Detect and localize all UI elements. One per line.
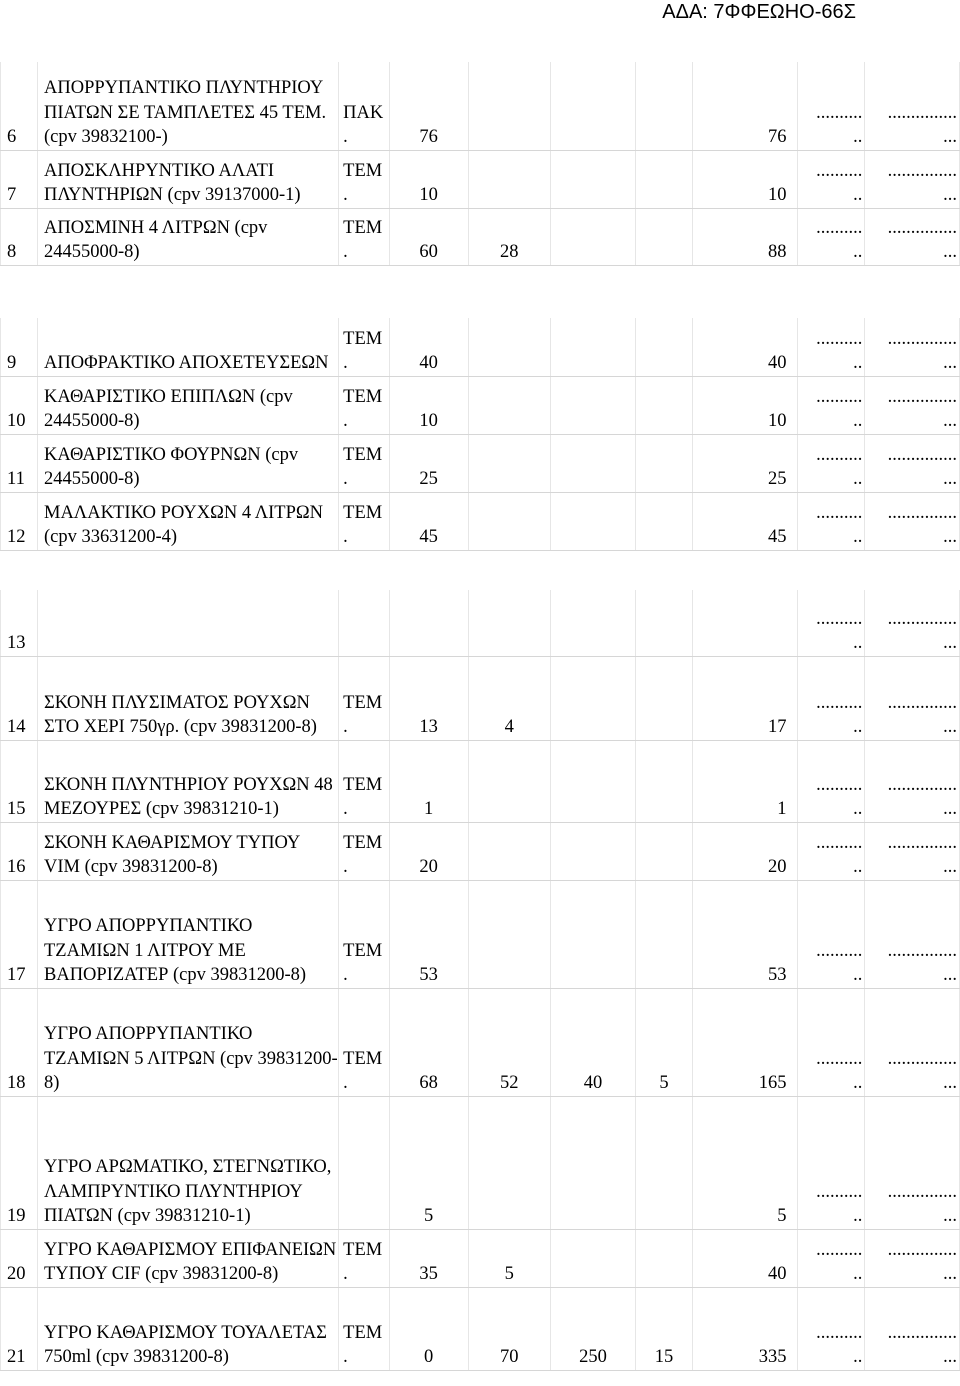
dots-line: ...............: [887, 1322, 957, 1343]
qty-1: 53: [389, 880, 468, 988]
item-description: ΣΚΟΝΗ ΚΑΘΑΡΙΣΜΟΥ ΤΥΠΟΥ VIM (cpv 39831200-8): [38, 822, 339, 880]
dots-line: ..........: [816, 502, 863, 523]
value-placeholder: [865, 1287, 960, 1370]
items-table-1: [0, 62, 960, 266]
item-number: 19: [1, 1096, 38, 1229]
qty-3: [550, 62, 635, 150]
qty-1: 76: [389, 62, 468, 150]
qty-1: 20: [389, 822, 468, 880]
item-number: 12: [1, 492, 38, 550]
qty-total: 165: [692, 988, 797, 1096]
table-row: [1, 656, 960, 740]
qty-3: [550, 822, 635, 880]
unit-price-placeholder: [797, 880, 865, 988]
dots-line: ..: [853, 527, 863, 547]
item-description: ΜΑΛΑΚΤΙΚΟ ΡΟΥΧΩΝ 4 ΛΙΤΡΩΝ (cpv 33631200-4): [38, 492, 339, 550]
value-placeholder: [865, 62, 960, 150]
item-number: 15: [1, 740, 38, 822]
item-unit: [339, 822, 389, 880]
value-placeholder: [865, 492, 960, 550]
dots-line: ...: [943, 527, 957, 547]
dots-line: ...: [943, 242, 957, 262]
unit-label: ΤΕΜ: [343, 328, 383, 349]
item-number: 20: [1, 1229, 38, 1287]
unit-price-placeholder: [797, 1096, 865, 1229]
item-unit: [339, 1096, 389, 1229]
item-description: ΥΓΡΟ ΑΡΩΜΑΤΙΚΟ, ΣΤΕΓΝΩΤΙΚΟ, ΛΑΜΠΡΥΝΤΙΚΟ ΠΛΥΝΤΗΡΙΟΥ ΠΙΑΤΩΝ (cpv 39831210-1): [38, 1096, 339, 1229]
qty-2: [468, 434, 550, 492]
unit-label: ΤΕΜ: [343, 1239, 383, 1260]
qty-2: 28: [468, 208, 550, 265]
table-row: [1, 376, 960, 434]
dots-line: ...: [943, 1347, 957, 1367]
qty-3: [550, 880, 635, 988]
dots-line: ..........: [816, 328, 863, 349]
unit-label: ΤΕΜ: [343, 940, 383, 961]
qty-4: [636, 492, 693, 550]
unit-price-placeholder: [797, 1287, 865, 1370]
qty-4: [636, 880, 693, 988]
qty-4: [636, 1229, 693, 1287]
dots-line: ..........: [816, 608, 863, 629]
qty-total: 10: [692, 150, 797, 208]
unit-price-placeholder: [797, 150, 865, 208]
item-number: 9: [1, 318, 38, 376]
qty-4: 5: [636, 988, 693, 1096]
item-description: ΚΑΘΑΡΙΣΤΙΚΟ ΕΠΙΠΛΩΝ (cpv 24455000-8): [38, 376, 339, 434]
unit-price-placeholder: [797, 590, 865, 656]
qty-2: [468, 740, 550, 822]
unit-suffix: .: [343, 857, 348, 877]
qty-3: [550, 434, 635, 492]
item-number: 14: [1, 656, 38, 740]
unit-label: ΤΕΜ: [343, 444, 383, 465]
dots-line: ..: [853, 799, 863, 819]
qty-1: 10: [389, 376, 468, 434]
qty-4: [636, 318, 693, 376]
qty-total: 88: [692, 208, 797, 265]
unit-suffix: .: [343, 353, 348, 373]
qty-2: 52: [468, 988, 550, 1096]
qty-2: [468, 1096, 550, 1229]
dots-line: ...: [943, 1264, 957, 1284]
unit-suffix: .: [343, 1347, 348, 1367]
qty-total: 335: [692, 1287, 797, 1370]
unit-suffix: .: [343, 242, 348, 262]
item-number: 21: [1, 1287, 38, 1370]
item-description: ΣΚΟΝΗ ΠΛΥΣΙΜΑΤΟΣ ΡΟΥΧΩΝ ΣΤΟ ΧΕΡΙ 750γρ. (cpv 39831200-8): [38, 656, 339, 740]
value-placeholder: [865, 208, 960, 265]
dots-line: ..........: [816, 217, 863, 238]
item-description: ΣΚΟΝΗ ΠΛΥΝΤΗΡΙΟΥ ΡΟΥΧΩΝ 48 ΜΕΖΟΥΡΕΣ (cpv 39831210-1): [38, 740, 339, 822]
item-number: 7: [1, 150, 38, 208]
item-unit: [339, 150, 389, 208]
dots-line: ..........: [816, 444, 863, 465]
unit-price-placeholder: [797, 656, 865, 740]
dots-line: ...............: [887, 1048, 957, 1069]
table-row: [1, 1096, 960, 1229]
qty-2: 5: [468, 1229, 550, 1287]
qty-4: [636, 208, 693, 265]
dots-line: ...: [943, 411, 957, 431]
dots-line: ..: [853, 1264, 863, 1284]
qty-2: [468, 590, 550, 656]
item-description: ΑΠΟΣΜΙΝΗ 4 ΛΙΤΡΩΝ (cpv 24455000-8): [38, 208, 339, 265]
table-row: [1, 590, 960, 656]
value-placeholder: [865, 590, 960, 656]
item-description: ΥΓΡΟ ΚΑΘΑΡΙΣΜΟΥ ΤΟΥΑΛΕΤΑΣ 750ml (cpv 39831200-8): [38, 1287, 339, 1370]
unit-suffix: .: [343, 527, 348, 547]
item-description: ΥΓΡΟ ΑΠΟΡΡΥΠΑΝΤΙΚΟ ΤΖΑΜΙΩΝ 1 ΛΙΤΡΟΥ ΜΕ ΒΑΠΟΡΙΖΑΤΕΡ (cpv 39831200-8): [38, 880, 339, 988]
table-row: [1, 318, 960, 376]
dots-line: ..........: [816, 1181, 863, 1202]
dots-line: ...: [943, 1073, 957, 1093]
unit-price-placeholder: [797, 376, 865, 434]
value-placeholder: [865, 988, 960, 1096]
table-row: [1, 434, 960, 492]
dots-line: ..: [853, 857, 863, 877]
dots-line: ...............: [887, 328, 957, 349]
dots-line: ..........: [816, 1048, 863, 1069]
qty-1: 40: [389, 318, 468, 376]
unit-price-placeholder: [797, 62, 865, 150]
qty-3: 250: [550, 1287, 635, 1370]
dots-line: ...............: [887, 1181, 957, 1202]
qty-1: 60: [389, 208, 468, 265]
table-row: [1, 208, 960, 265]
item-number: 11: [1, 434, 38, 492]
dots-line: ...............: [887, 386, 957, 407]
value-placeholder: [865, 1096, 960, 1229]
item-unit: [339, 988, 389, 1096]
dots-line: ...............: [887, 692, 957, 713]
dots-line: ...............: [887, 774, 957, 795]
dots-line: ...: [943, 799, 957, 819]
qty-4: [636, 1096, 693, 1229]
item-unit: [339, 62, 389, 150]
item-description: ΚΑΘΑΡΙΣΤΙΚΟ ΦΟΥΡΝΩΝ (cpv 24455000-8): [38, 434, 339, 492]
qty-2: [468, 376, 550, 434]
table-row: [1, 1287, 960, 1370]
qty-2: [468, 318, 550, 376]
qty-4: [636, 434, 693, 492]
items-table-2: [0, 318, 960, 551]
value-placeholder: [865, 150, 960, 208]
table-row: [1, 62, 960, 150]
dots-line: ..: [853, 242, 863, 262]
qty-3: [550, 740, 635, 822]
qty-3: [550, 590, 635, 656]
qty-4: 15: [636, 1287, 693, 1370]
qty-1: [389, 590, 468, 656]
dots-line: ..: [853, 127, 863, 147]
qty-4: [636, 376, 693, 434]
unit-price-placeholder: [797, 434, 865, 492]
qty-total: 53: [692, 880, 797, 988]
item-number: 6: [1, 62, 38, 150]
value-placeholder: [865, 740, 960, 822]
item-unit: [339, 434, 389, 492]
qty-3: 40: [550, 988, 635, 1096]
dots-line: ..........: [816, 160, 863, 181]
item-description: ΥΓΡΟ ΑΠΟΡΡΥΠΑΝΤΙΚΟ ΤΖΑΜΙΩΝ 5 ΛΙΤΡΩΝ (cpv 39831200-8): [38, 988, 339, 1096]
dots-line: ...............: [887, 160, 957, 181]
item-description: ΥΓΡΟ ΚΑΘΑΡΙΣΜΟΥ ΕΠΙΦΑΝΕΙΩΝ ΤΥΠΟΥ CIF (cpv 39831200-8): [38, 1229, 339, 1287]
value-placeholder: [865, 1229, 960, 1287]
qty-3: [550, 150, 635, 208]
table-row: [1, 1229, 960, 1287]
dots-line: ..........: [816, 1322, 863, 1343]
item-number: 16: [1, 822, 38, 880]
qty-3: [550, 318, 635, 376]
item-description: [38, 590, 339, 656]
dots-line: ..: [853, 1347, 863, 1367]
qty-2: [468, 492, 550, 550]
qty-total: 20: [692, 822, 797, 880]
qty-1: 10: [389, 150, 468, 208]
qty-3: [550, 1229, 635, 1287]
dots-line: ..: [853, 633, 863, 653]
unit-suffix: .: [343, 965, 348, 985]
dots-line: ..........: [816, 774, 863, 795]
table-row: [1, 822, 960, 880]
qty-1: 1: [389, 740, 468, 822]
dots-line: ...: [943, 717, 957, 737]
qty-total: 45: [692, 492, 797, 550]
item-number: 18: [1, 988, 38, 1096]
qty-2: [468, 880, 550, 988]
unit-suffix: .: [343, 1264, 348, 1284]
item-unit: [339, 1287, 389, 1370]
item-unit: [339, 1229, 389, 1287]
qty-total: 76: [692, 62, 797, 150]
dots-line: ...............: [887, 502, 957, 523]
item-unit: [339, 318, 389, 376]
unit-suffix: .: [343, 127, 348, 147]
item-description: ΑΠΟΣΚΛΗΡΥΝΤΙΚΟ ΑΛΑΤΙ ΠΛΥΝΤΗΡΙΩΝ (cpv 39137000-1): [38, 150, 339, 208]
value-placeholder: [865, 656, 960, 740]
dots-line: ..........: [816, 1239, 863, 1260]
qty-total: 40: [692, 1229, 797, 1287]
qty-4: [636, 62, 693, 150]
unit-suffix: .: [343, 469, 348, 489]
item-unit: [339, 880, 389, 988]
unit-price-placeholder: [797, 1229, 865, 1287]
item-unit: [339, 208, 389, 265]
qty-1: 5: [389, 1096, 468, 1229]
dots-line: ...............: [887, 940, 957, 961]
dots-line: ..: [853, 469, 863, 489]
item-description: ΑΠΟΡΡΥΠΑΝΤΙΚΟ ΠΛΥΝΤΗΡΙΟΥ ΠΙΑΤΩΝ ΣΕ ΤΑΜΠΛΕΤΕΣ 45 ΤΕΜ. (cpv 39832100-): [38, 62, 339, 150]
unit-label: ΤΕΜ: [343, 160, 383, 181]
dots-line: ..........: [816, 692, 863, 713]
qty-4: [636, 822, 693, 880]
table-row: [1, 740, 960, 822]
dots-line: ..........: [816, 102, 863, 123]
dots-line: ..: [853, 717, 863, 737]
qty-2: 70: [468, 1287, 550, 1370]
qty-4: [636, 740, 693, 822]
qty-4: [636, 590, 693, 656]
qty-1: 13: [389, 656, 468, 740]
dots-line: ..: [853, 411, 863, 431]
unit-price-placeholder: [797, 740, 865, 822]
qty-1: 45: [389, 492, 468, 550]
dots-line: ...............: [887, 444, 957, 465]
dots-line: ...: [943, 469, 957, 489]
unit-label: ΤΕΜ: [343, 832, 383, 853]
unit-label: ΠΑΚ: [343, 102, 384, 123]
qty-2: [468, 150, 550, 208]
qty-3: [550, 492, 635, 550]
unit-label: ΤΕΜ: [343, 1048, 383, 1069]
dots-line: ...............: [887, 832, 957, 853]
qty-1: 35: [389, 1229, 468, 1287]
unit-price-placeholder: [797, 988, 865, 1096]
unit-price-placeholder: [797, 208, 865, 265]
unit-suffix: .: [343, 717, 348, 737]
item-number: 17: [1, 880, 38, 988]
items-table-3: [0, 590, 960, 1371]
value-placeholder: [865, 318, 960, 376]
unit-suffix: .: [343, 411, 348, 431]
qty-3: [550, 208, 635, 265]
item-description: ΑΠΟΦΡΑΚΤΙΚΟ ΑΠΟΧΕΤΕΥΣΕΩΝ: [38, 318, 339, 376]
table-row: [1, 150, 960, 208]
qty-total: [692, 590, 797, 656]
unit-price-placeholder: [797, 492, 865, 550]
dots-line: ..........: [816, 832, 863, 853]
qty-4: [636, 656, 693, 740]
value-placeholder: [865, 822, 960, 880]
dots-line: ...............: [887, 608, 957, 629]
unit-price-placeholder: [797, 822, 865, 880]
qty-total: 17: [692, 656, 797, 740]
item-unit: [339, 376, 389, 434]
dots-line: ...: [943, 127, 957, 147]
dots-line: ..: [853, 185, 863, 205]
qty-2: [468, 822, 550, 880]
qty-total: 1: [692, 740, 797, 822]
ada-code: ΑΔΑ: 7ΦΦΕΩΗΟ-66Σ: [662, 1, 856, 23]
dots-line: ...: [943, 857, 957, 877]
unit-label: ΤΕΜ: [343, 692, 383, 713]
dots-line: ..: [853, 965, 863, 985]
qty-4: [636, 150, 693, 208]
table-row: [1, 988, 960, 1096]
dots-line: ...............: [887, 102, 957, 123]
dots-line: ...............: [887, 1239, 957, 1260]
unit-suffix: .: [343, 799, 348, 819]
qty-3: [550, 1096, 635, 1229]
dots-line: ..: [853, 353, 863, 373]
qty-3: [550, 656, 635, 740]
dots-line: ...: [943, 965, 957, 985]
value-placeholder: [865, 880, 960, 988]
item-unit: [339, 492, 389, 550]
unit-label: ΤΕΜ: [343, 774, 383, 795]
unit-suffix: .: [343, 1073, 348, 1093]
qty-2: [468, 62, 550, 150]
unit-price-placeholder: [797, 318, 865, 376]
dots-line: ..........: [816, 940, 863, 961]
unit-label: ΤΕΜ: [343, 217, 383, 238]
qty-total: 25: [692, 434, 797, 492]
dots-line: ...: [943, 1206, 957, 1226]
item-number: 10: [1, 376, 38, 434]
dots-line: ...: [943, 185, 957, 205]
unit-label: ΤΕΜ: [343, 502, 383, 523]
qty-1: 25: [389, 434, 468, 492]
qty-1: 0: [389, 1287, 468, 1370]
dots-line: ..........: [816, 386, 863, 407]
item-unit: [339, 656, 389, 740]
qty-3: [550, 376, 635, 434]
dots-line: ...............: [887, 217, 957, 238]
qty-1: 68: [389, 988, 468, 1096]
unit-suffix: .: [343, 185, 348, 205]
qty-total: 5: [692, 1096, 797, 1229]
dots-line: ...: [943, 353, 957, 373]
table-row: [1, 880, 960, 988]
unit-label: ΤΕΜ: [343, 386, 383, 407]
value-placeholder: [865, 376, 960, 434]
unit-label: ΤΕΜ: [343, 1322, 383, 1343]
qty-total: 10: [692, 376, 797, 434]
item-number: 8: [1, 208, 38, 265]
dots-line: ..: [853, 1206, 863, 1226]
dots-line: ..: [853, 1073, 863, 1093]
item-unit: [339, 590, 389, 656]
table-row: [1, 492, 960, 550]
item-unit: [339, 740, 389, 822]
qty-2: 4: [468, 656, 550, 740]
item-number: 13: [1, 590, 38, 656]
value-placeholder: [865, 434, 960, 492]
dots-line: ...: [943, 633, 957, 653]
qty-total: 40: [692, 318, 797, 376]
